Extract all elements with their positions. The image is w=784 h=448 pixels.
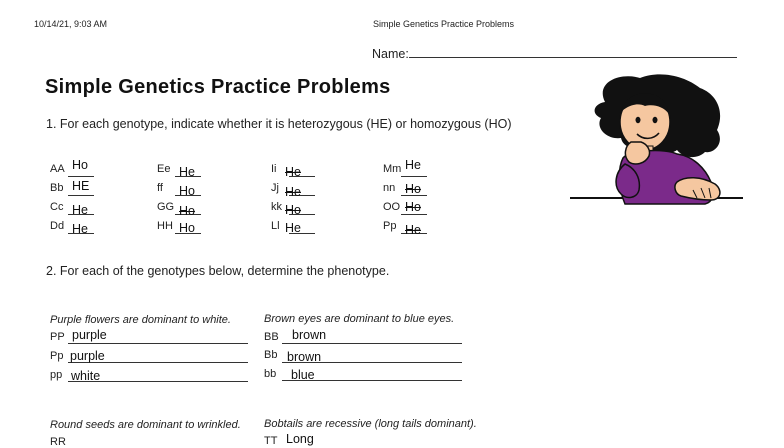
genotype-label: AA [50,163,65,175]
phenotype-genotype: Bb [264,349,278,361]
print-timestamp: 10/14/21, 9:03 AM [34,19,108,29]
phenotype-answer: Long [286,432,314,446]
zygosity-answer: He [72,222,88,236]
zygosity-answer: He [405,223,421,237]
genotype-label: Pp [383,220,397,232]
zygosity-answer: Ho [72,158,88,172]
genotype-label: nn [383,182,396,194]
page-title: Simple Genetics Practice Problems [45,76,391,98]
phenotype-answer: brown [292,328,327,342]
phenotype-answer: blue [291,368,315,382]
genotype-label: GG [157,201,175,213]
zygosity-answer: Ho [179,204,195,218]
rule-bobtails: Bobtails are recessive (long tails dominant). [264,418,477,430]
rule-round-seeds: Round seeds are dominant to wrinkled. [50,419,241,431]
phenotype-answer: brown [287,350,322,364]
genotype-label: Cc [50,201,64,213]
genotype-label: OO [383,201,401,213]
zygosity-answer: Ho [405,200,421,214]
genotype-label: Jj [271,182,279,194]
genotype-label: Ii [271,163,277,175]
name-field [372,45,737,61]
rule-brown-eyes: Brown eyes are dominant to blue eyes. [264,313,455,325]
genotype-label: Ll [271,220,280,232]
zygosity-answer: Ho [179,184,195,198]
phenotype-genotype: bb [264,368,277,380]
genotype-label: Mm [383,163,402,175]
question-1-prompt: 1. For each genotype, indicate whether it is heterozygous (HE) or homozygous (HO) [46,117,512,131]
zygosity-answer: HE [72,179,90,193]
zygosity-answer: He [179,165,195,179]
phenotype-genotype: TT [264,435,278,447]
rule-purple-flowers: Purple flowers are dominant to white. [50,314,231,326]
genotype-label: ff [157,182,163,194]
phenotype-genotype: BB [264,331,279,343]
phenotype-genotype: PP [50,331,65,343]
genotype-label: Bb [50,182,64,194]
phenotype-genotype: pp [50,369,63,381]
zygosity-answer: Ho [405,182,421,196]
print-doc-title: Simple Genetics Practice Problems [373,19,515,29]
zygosity-answer: He [285,185,301,199]
genotype-label: HH [157,220,173,232]
zygosity-answer: He [285,221,301,235]
genotype-label: Ee [157,163,171,175]
phenotype-answer: purple [70,349,105,363]
name-label: Name: [372,47,409,61]
question-2-prompt: 2. For each of the genotypes below, determine the phenotype. [46,264,390,278]
phenotype-genotype: Pp [50,350,64,362]
thinking-girl-icon [565,72,765,232]
genotype-label: Dd [50,220,65,232]
genotype-label: kk [271,201,282,213]
zygosity-answer: Ho [179,221,195,235]
phenotype-answer: white [71,369,101,383]
zygosity-answer: He [405,158,421,172]
zygosity-answer: He [72,203,88,217]
phenotype-answer: purple [72,328,107,342]
phenotype-genotype: RR [50,436,66,448]
zygosity-answer: Ho [285,203,301,217]
zygosity-answer: He [285,165,301,179]
